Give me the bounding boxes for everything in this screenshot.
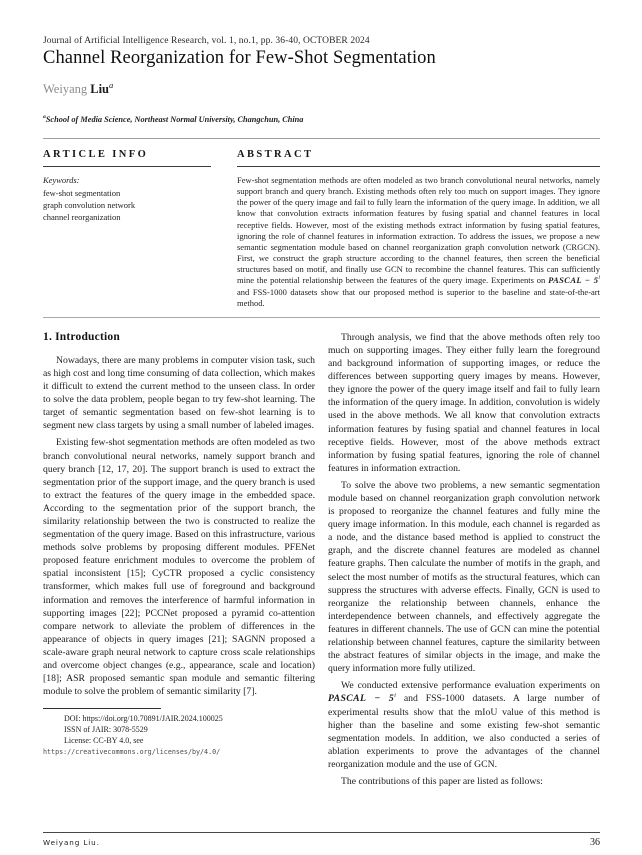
article-info-rule: [43, 166, 211, 167]
abstract-rule: [237, 166, 600, 167]
abstract-bottom-divider: [43, 317, 600, 318]
author-family-name: Liu: [90, 82, 110, 96]
article-info-section: [43, 149, 600, 309]
abstract-column: [237, 149, 600, 309]
intro-paragraph-4: To solve the above two problems, a new semantic segmentation module based on channel reorganization graph convolution network is proposed to reorganize the channel features and fully mine the query image information. In this module, each channel is regarded as a node, and the distance based method is applied to construct the graph, and the discrete channel features are modeled as channel feature graphs. Then calculate the number of motifs in the graph, and select the most number of motifs as the structural features, which can suppress the structures with adverse effects. Finally, GCN is used to reorganize the relationship between channels, enhance the interdependence between channels, and effectively aggregate the features in different channels. The use of GCN can mine the potential relationship between channel features, capture the similarity between the abstract features of similar objects in the image, and make the query information more fully utilized.: [328, 479, 600, 675]
article-info-heading: ARTICLE INFO: [43, 149, 149, 160]
intro-paragraph-1: Nowadays, there are many problems in computer vision task, such as high cost and long time consuming of data collection, which makes it difficult to extend the current method to the unseen class. In order to solve the data problem, people began to try few-shot learning. The target of semantic segmentation based on few-shot learning is to segment new class targets by using a small number of labeled images.: [43, 354, 315, 432]
affiliation: [43, 115, 600, 124]
page-number: 36: [590, 837, 600, 848]
page-title: Channel Reorganization for Few-Shot Segmentation: [43, 48, 436, 68]
abstract-text: [237, 175, 600, 309]
intro-paragraph-6: The contributions of this paper are listed as follows:: [341, 775, 543, 787]
footer-row: [43, 837, 600, 848]
footnote-issn: ISSN of JAIR: 3078-5529: [64, 725, 148, 735]
keywords-label: Keywords:: [43, 175, 80, 185]
keyword-item: channel reorganization: [43, 212, 121, 222]
article-info-column: [43, 149, 211, 309]
paragraph-5-text: We conducted extensive performance evaluation experiments on: [341, 680, 600, 692]
author-line: [43, 79, 600, 97]
intro-paragraph-2: Existing few-shot segmentation methods are often modeled as two branch convolutional neural networks, namely support branch and query branch [12, 17, 20]. The support branch is used to extract the segmentation prior of the support image, and the query branch is used to extract the features of the query image in the embedded space. According to the segmentation prior of the support branch, the similarity relationship between the two is constructed to realize the segmentation of the query image. Based on this infrastructure, various methods solve problems by proposing different modules. PFENet proposed feature enrichment modules to overcome the problem of spatial inconsistent [15]; CyCTR proposed a cyclic consistency transformer, which makes full use of foreground and background information and removes the interference of harmful information in supporting images [22]; PCCNet proposed a pyramid co-attention compare network to alleviate the problem of differences in the appearance of objects in query images [21]; SAGNN proposed a scale-aware graph neural network to capture cross scale relationships and overcome object changes (e.g., appearance, scale and location) [18]; ASR proposed semantic span module and semantic filtering module to solve the problem of semantic similarity [7].: [43, 437, 315, 698]
footnote-license: [43, 735, 315, 758]
abstract-body-end: and FSS-1000 datasets show that our proposed method is superior to the baseline and state-of-the-art method.: [237, 286, 600, 308]
pascal-superscript: i: [598, 275, 600, 282]
footer-author: Weiyang Liu.: [43, 838, 100, 847]
abstract-body: Few-shot segmentation methods are often modeled as two branch convolutional neural networks, namely support branch and query branch. Existing methods often rely too much on support images. They ignore the power of the query image and fail to fully learn the information of the query image. In addition, we all know that convolution extracts information features by fusing spatial and channel features in local receptive fields. However, most of the existing methods extract information by fusing spatial features, ignoring the role of channel features in information extraction. To address the issues, we propose a new semantic segmentation module based on channel reorganization graph convolution network (CRGCN). First, we construct the graph structure according to the channel features, then screen the beneficial structures based on motif, and finally use GCN to recombine the channel features. This can sufficiently mine the potential relationship between the features of the query image. Experiments on: [237, 175, 600, 286]
header-divider: [43, 138, 600, 139]
pascal-superscript: i: [394, 692, 396, 700]
right-column: [328, 331, 600, 788]
pascal-dataset-math: PASCAL − 5: [328, 693, 395, 705]
author-affiliation-marker: a: [109, 79, 114, 90]
author-given-name: Weiyang: [43, 82, 91, 96]
body-columns: [43, 331, 600, 788]
footnote-doi: DOI: https://doi.org/10.70891/JAIR.2024.100025: [64, 714, 223, 724]
pascal-dataset-math: PASCAL − 5: [548, 275, 599, 286]
keyword-item: graph convolution network: [43, 200, 136, 210]
intro-paragraph-5: [328, 679, 600, 771]
footer-divider: [43, 832, 600, 833]
page-footer: [43, 832, 600, 848]
license-url-link[interactable]: https://creativecommons.org/licenses/by/4.0/: [43, 748, 221, 757]
keyword-item: few-shot segmentation: [43, 188, 121, 198]
affiliation-text: School of Media Science, Northeast Normal University, Changchun, China: [45, 115, 304, 124]
affiliation-marker: a: [43, 114, 46, 121]
footnote-license-label: License: CC-BY 4.0, see: [64, 736, 144, 746]
abstract-heading: ABSTRACT: [237, 149, 314, 160]
intro-paragraph-3: Through analysis, we find that the above methods often rely too much on supporting images. They either fully learn the foreground and background information of supporting images, or reduce the differences between supporting query images by means. However, they ignore the power of the query image itself and fail to fully learn the information of the query image. In addition, convolution is widely used in the above methods. We all know that convolution extracts information features by fusing spatial and channel features in local receptive fields. However, most of the above methods extract information by fusing spatial features, ignoring the role of channel features in information extraction.: [328, 331, 600, 474]
journal-header: Journal of Artificial Intelligence Research, vol. 1, no.1, pp. 36-40, OCTOBER 2024: [43, 36, 370, 46]
left-column: [43, 331, 315, 788]
section-heading-introduction: 1. Introduction: [43, 330, 120, 343]
footnote-rule: [43, 708, 161, 709]
footnote-block: [43, 708, 315, 758]
paragraph-5-text-end: and FSS-1000 datasets. A large number of experimental results show that the mIoU value of this method is higher than the baseline and some existing few-shot semantic segmentation models. In addition, we also conducted a series of ablation experiments to prove the advantages of the channel reorganization module and the use of GCN.: [328, 693, 600, 770]
